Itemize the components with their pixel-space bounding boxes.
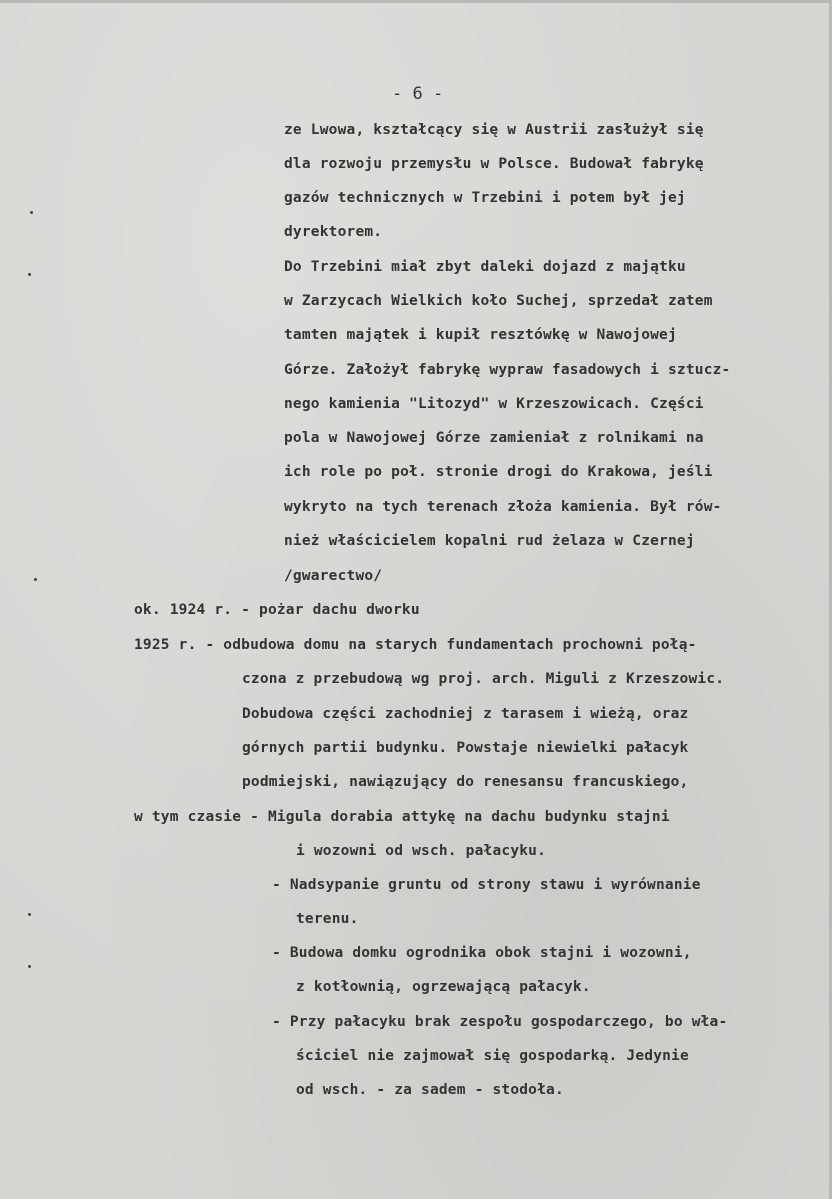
text-line: w Zarzycach Wielkich koło Suchej, sprzedał zatem <box>284 293 713 309</box>
text-line: dla rozwoju przemysłu w Polsce. Budował fabrykę <box>284 156 704 172</box>
text-line: gazów technicznych w Trzebini i potem był jej <box>284 190 686 206</box>
text-line: 1925 r. - odbudowa domu na starych fundamentach prochowni połą- <box>134 637 697 653</box>
text-line: górnych partii budynku. Powstaje niewielki pałacyk <box>242 740 689 756</box>
text-line: dyrektorem. <box>284 224 383 240</box>
text-line: czona z przebudową wg proj. arch. Miguli z Krzeszowic. <box>242 671 725 687</box>
text-line: ściciel nie zajmował się gospodarką. Jedynie <box>296 1048 689 1064</box>
page-edge-top <box>0 0 832 3</box>
text-line: podmiejski, nawiązujący do renesansu francuskiego, <box>242 774 689 790</box>
text-line: ok. 1924 r. - pożar dachu dworku <box>134 602 420 618</box>
text-line: ich role po poł. stronie drogi do Krakowa, jeśli <box>284 464 713 480</box>
text-line: Do Trzebini miał zbyt daleki dojazd z majątku <box>284 259 686 275</box>
text-line: - Budowa domku ogrodnika obok stajni i wozowni, <box>272 945 692 961</box>
text-line: terenu. <box>296 911 359 927</box>
text-line: - Przy pałacyku brak zespołu gospodarczego, bo wła- <box>272 1014 728 1030</box>
text-line: Dobudowa części zachodniej z tarasem i wieżą, oraz <box>242 706 689 722</box>
text-line: z kotłownią, ogrzewającą pałacyk. <box>296 979 591 995</box>
text-line: od wsch. - za sadem - stodoła. <box>296 1082 564 1098</box>
text-line: nież właścicielem kopalni rud żelaza w Czernej <box>284 533 695 549</box>
text-line: ze Lwowa, kształcący się w Austrii zasłużył się <box>284 122 704 138</box>
text-line: w tym czasie - Migula dorabia attykę na dachu budynku stajni <box>134 809 670 825</box>
text-line: /gwarectwo/ <box>284 568 383 584</box>
speck-mark <box>28 913 31 916</box>
text-line: pola w Nawojowej Górze zamieniał z rolnikami na <box>284 430 704 446</box>
page-number: - 6 - <box>392 84 444 104</box>
speck-mark <box>34 578 37 581</box>
speck-mark <box>28 965 31 968</box>
speck-mark <box>30 211 33 214</box>
text-line: tamten majątek i kupił resztówkę w Nawojowej <box>284 327 677 343</box>
text-line: Górze. Założył fabrykę wypraw fasadowych i sztucz- <box>284 362 731 378</box>
text-line: - Nadsypanie gruntu od strony stawu i wyrównanie <box>272 877 701 893</box>
speck-mark <box>28 273 31 276</box>
text-line: wykryto na tych terenach złoża kamienia. Był rów- <box>284 499 722 515</box>
text-line: i wozowni od wsch. pałacyku. <box>296 843 547 859</box>
text-line: nego kamienia "Litozyd" w Krzeszowicach. Części <box>284 396 704 412</box>
